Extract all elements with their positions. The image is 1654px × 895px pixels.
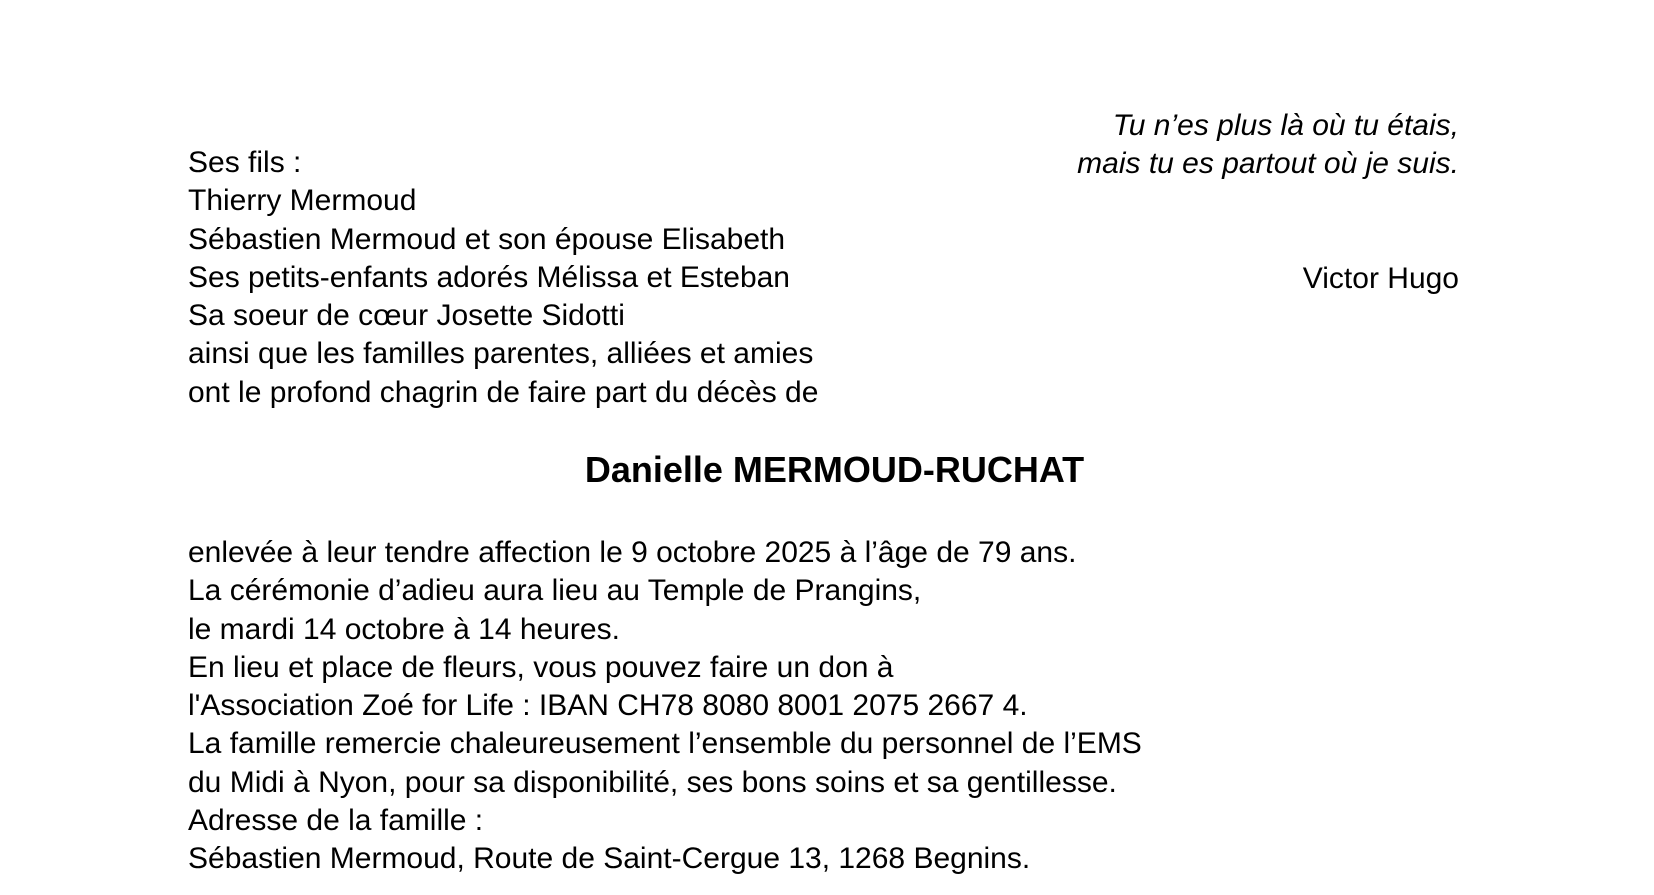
text-line: Tu n’es plus là où tu étais, xyxy=(1112,108,1459,142)
text-line: Adresse de la famille : xyxy=(188,804,484,838)
epigraph-quote xyxy=(1077,30,1459,336)
text-line: le mardi 14 octobre à 14 heures. xyxy=(188,612,620,646)
quote-attribution: Victor Hugo xyxy=(1302,261,1459,295)
text-line: Ses petits-enfants adorés Mélissa et Esteban xyxy=(188,260,790,294)
text-line: ainsi que les familles parentes, alliées et amies xyxy=(188,337,814,371)
title-row xyxy=(15,449,1654,491)
text-line: Sébastien Mermoud, Route de Saint-Cergue 13, 1268 Begnins. xyxy=(188,842,1031,876)
text-line: Thierry Mermoud xyxy=(188,184,417,218)
quote-lines xyxy=(1077,107,1459,184)
text-line: ont le profond chagrin de faire part du décès de xyxy=(188,375,819,409)
text-line: Ses fils : xyxy=(188,146,302,179)
text-line: Sébastien Mermoud et son épouse Elisabeth xyxy=(188,222,786,256)
deceased-name: Danielle MERMOUD-RUCHAT xyxy=(584,449,1085,490)
text-line: du Midi à Nyon, pour sa disponibilité, ses bons soins et sa gentillesse. xyxy=(188,765,1117,799)
text-line: l'Association Zoé for Life : IBAN CH78 8080 8001 2075 2667 4. xyxy=(188,689,1028,723)
text-line: Sa soeur de cœur Josette Sidotti xyxy=(188,299,625,333)
text-line: La cérémonie d’adieu aura lieu au Temple de Prangins, xyxy=(188,574,922,608)
family-announcement-block xyxy=(188,144,818,412)
text-line: La famille remercie chaleureusement l’ensemble du personnel de l’EMS xyxy=(188,727,1142,761)
text-line: En lieu et place de fleurs, vous pouvez faire un don à xyxy=(188,650,894,684)
text-line: enlevée à leur tendre affection le 9 octobre 2025 à l’âge de 79 ans. xyxy=(188,536,1077,569)
ceremony-details-block xyxy=(188,534,1142,879)
text-line: mais tu es partout où je suis. xyxy=(1077,146,1459,180)
